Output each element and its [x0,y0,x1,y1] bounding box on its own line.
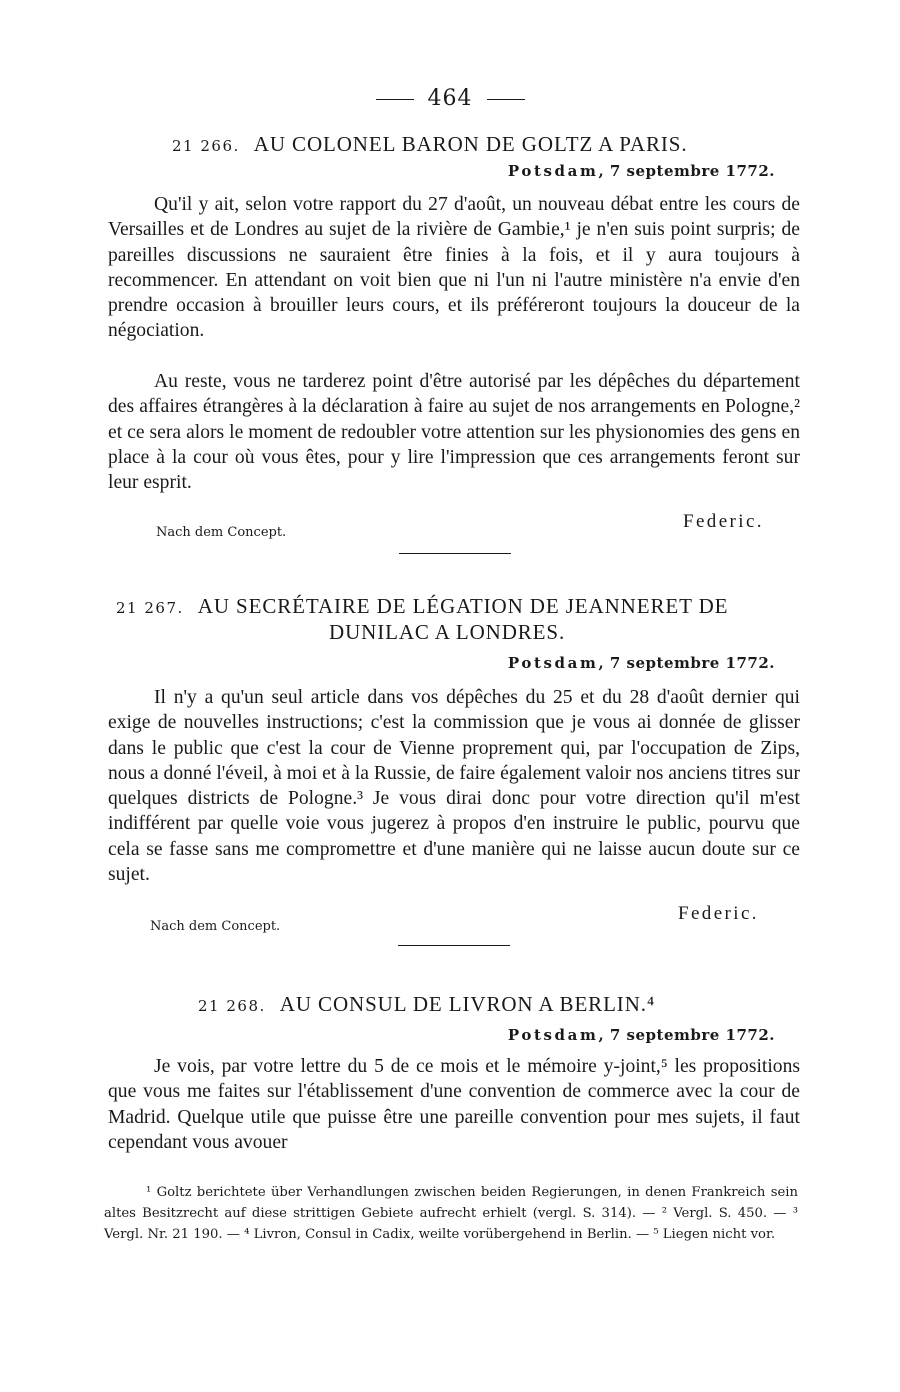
letter-paragraph: Il n'y a qu'un seul article dans vos dépêches du 25 et du 28 d'août dernier qui exige de nouvelles instructions; c'est la commission que je vous ai donnée de glisser dans le public que c'est la cour de Vienne proprement qui, par l'occupation de Zips, nous a donné l'éveil, à moi et à la Russie, de faire également valoir nos anciens titres sur quelques districts de Pologne.³ Je vous dirai donc pour votre direction qu'il m'est indifférent par quelle voie vous jugerez à propos d'en instruire le public, pourvu que cela se fasse sans me compromettre et d'une manière qui ne laisse aucun doute sur ce sujet. [108,687,800,886]
letter-title-line-2-text: DUNILAC A LONDRES. [329,620,566,644]
page-number: 464 [427,86,473,111]
letter-heading [198,992,655,1017]
letter-dateline [508,1026,775,1044]
letter-paragraph: Au reste, vous ne tarderez point d'être autorisé par les dépêches du département des affaires étrangères à la déclaration à faire au sujet de nos arrangements en Pologne,² et ce sera alors le moment de redoubler votre attention sur les physionomies des gens en place à la cour où vous êtes, pour y lire l'impression que ces arrangements feront sur leur esprit. [108,371,800,494]
letter-signature: Federic. [678,903,759,924]
letter-date: , 7 septembre 1772. [598,654,775,672]
letter-title: AU COLONEL BARON DE GOLTZ A PARIS. [253,132,688,156]
letter-date: , 7 septembre 1772. [598,162,775,180]
letter-dateline [508,654,775,672]
footnotes: ¹ Goltz berichtete über Verhandlungen zwischen beiden Regierungen, in denen Frankreich sein altes Besitzrecht auf diese strittigen Gebiete aufrecht erhielt (vergl. S. 314). — ² Vergl. S. 450. — ³ Vergl. Nr. 21 190. — ⁴ Livron, Consul in Cadix, weilte vorübergehend in Berlin. — ⁵ Liegen nicht vor. [104,1185,798,1242]
letter-place: Potsdam [507,1026,599,1044]
letter-source-note: Nach dem Concept. [150,919,281,934]
letter-place: Potsdam [507,162,599,180]
letter-dateline [508,162,775,180]
section-divider [399,553,511,554]
letter-date: , 7 septembre 1772. [598,1026,775,1044]
letter-heading [172,132,688,157]
letter-heading [116,594,728,619]
page-number-line [0,86,900,111]
letter-source-note: Nach dem Concept. [156,525,287,540]
section-divider [398,945,510,946]
letter-signature: Federic. [683,511,764,532]
letter-number: 21 267. [116,599,184,617]
page-number-left-dash [376,99,414,100]
letter-paragraph: Je vois, par votre lettre du 5 de ce mois et le mémoire y-joint,⁵ les propositions que vous me faites sur l'établissement d'une convention de commerce avec la cour de Madrid. Quelque utile que puisse être une pareille convention pour mes sujets, il faut cependant vous avouer [108,1056,800,1153]
letter-place: Potsdam [507,654,599,672]
letter-paragraph: Qu'il y ait, selon votre rapport du 27 d'août, un nouveau débat entre les cours de Versailles et de Londres au sujet de la rivière de Gambie,¹ je n'en suis point surpris; de pareilles discussions ne sauraient être finies à la fois, et il y aura toujours à recommencer. En attendant on voit bien que ni l'un ni l'autre ministère n'a envie d'en prendre occasion à brouiller leurs cours, et ils préféreront toujours la douceur de la négociation. [108,194,800,342]
letter-number: 21 266. [172,137,240,155]
letter-title-line-1: AU SECRÉTAIRE DE LÉGATION DE JEANNERET DE [197,594,729,618]
letter-number: 21 268. [198,997,266,1015]
letter-title: AU CONSUL DE LIVRON A BERLIN.⁴ [279,992,656,1016]
letter-title-line-2 [329,620,565,645]
page-number-right-dash [487,99,525,100]
